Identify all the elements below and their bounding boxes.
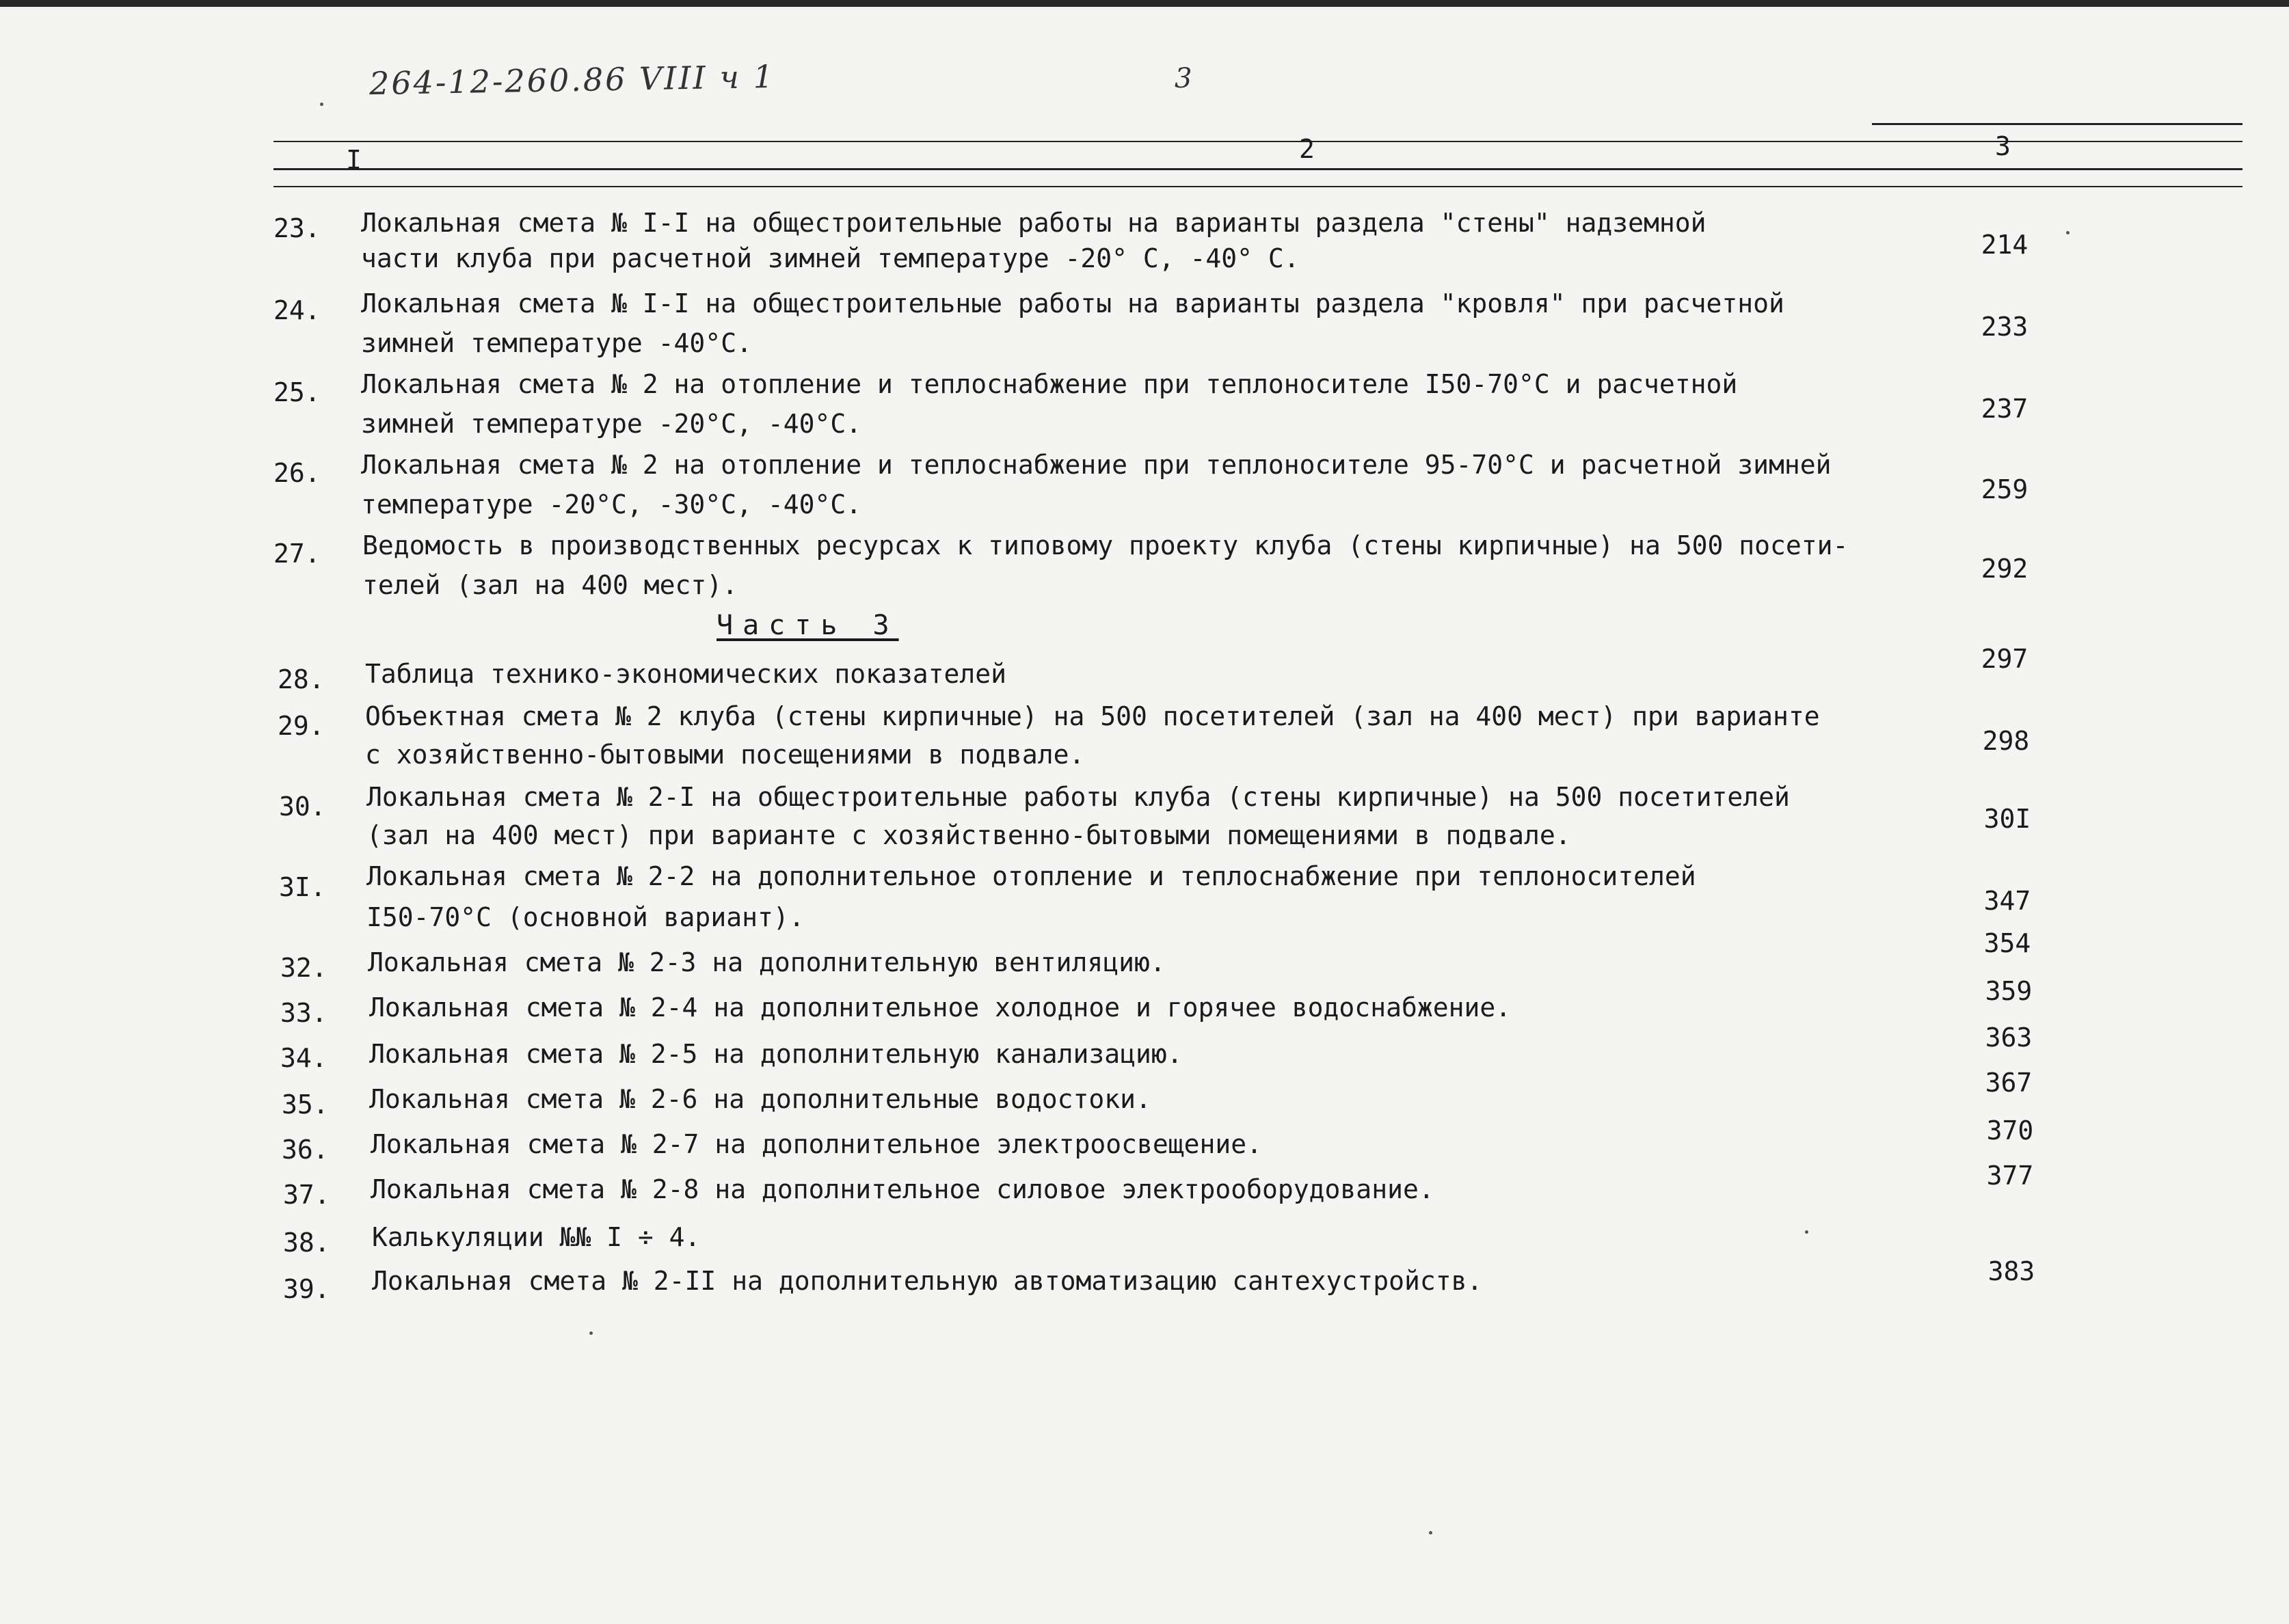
row-page: 259 <box>1981 474 2029 504</box>
table-header-rule-top <box>273 141 2243 142</box>
row-title: Ведомость в производственных ресурсах к типовому проекту клуба (стены кирпичные) на 500 посети- <box>362 530 1849 560</box>
table-top-rule <box>1872 123 2243 125</box>
row-page: 359 <box>1985 976 2033 1006</box>
row-page: 354 <box>1983 928 2031 958</box>
row-number: 27. <box>273 539 321 569</box>
row-title-continuation: части клуба при расчетной зимней температуре -20° С, -40° С. <box>361 243 1300 273</box>
row-number: 29. <box>278 711 325 741</box>
row-page: 363 <box>1985 1023 2033 1053</box>
row-page: 237 <box>1981 394 2029 424</box>
row-page: 298 <box>1982 726 2030 756</box>
scan-speck <box>1429 1531 1432 1534</box>
row-title: Локальная смета № 2-2 на дополнительное отопление и теплоснабжение при теплоносителей <box>366 861 1696 891</box>
row-title: Калькуляции №№ I ÷ 4. <box>372 1222 701 1252</box>
row-number: 32. <box>280 953 327 983</box>
row-page: 30I <box>1983 804 2031 834</box>
row-number: 26. <box>273 458 321 488</box>
row-page: 367 <box>1985 1068 2033 1098</box>
row-page: 292 <box>1981 554 2029 584</box>
row-title-continuation: (зал на 400 мест) при варианте с хозяйственно-бытовыми помещениями в подвале. <box>366 820 1571 850</box>
column-header-3: 3 <box>1995 131 2011 161</box>
column-header-2: 2 <box>1299 134 1315 164</box>
row-number: 28. <box>278 664 325 694</box>
row-number: 25. <box>273 377 321 407</box>
table-header-rule-bottom <box>273 168 2243 170</box>
row-title-continuation: телей (зал на 400 мест). <box>362 570 738 600</box>
row-title: Локальная смета № 2-7 на дополнительное электроосвещение. <box>371 1129 1263 1159</box>
scan-speck <box>2066 231 2070 234</box>
row-number: 36. <box>282 1135 329 1165</box>
table-header-rule-lower <box>273 186 2243 187</box>
row-number: 35. <box>282 1090 329 1120</box>
row-number: 34. <box>280 1043 327 1073</box>
row-title: Локальная смета № 2-8 на дополнительное силовое электрооборудование. <box>371 1174 1434 1204</box>
row-number: 30. <box>279 791 326 822</box>
row-number: 38. <box>283 1228 330 1258</box>
row-page: 370 <box>1986 1115 2034 1146</box>
row-title: Локальная смета № 2-II на дополнительную автоматизацию сантехустройств. <box>372 1266 1483 1296</box>
row-title: Локальная смета № I-I на общестроительные работы на варианты раздела "кровля" при расчетной <box>361 288 1784 319</box>
row-title: Таблица технико-экономических показателей <box>365 659 1006 689</box>
row-title: Локальная смета № 2-5 на дополнительную канализацию. <box>369 1039 1183 1069</box>
row-title: Локальная смета № 2-4 на дополнительное холодное и горячее водоснабжение. <box>369 992 1512 1023</box>
row-page: 233 <box>1981 312 2029 342</box>
row-title-continuation: температуре -20°С, -30°С, -40°С. <box>361 489 862 519</box>
row-number: 3I. <box>279 872 326 902</box>
row-title: Локальная смета № 2-I на общестроительные работы клуба (стены кирпичные) на 500 посетителей <box>366 782 1790 812</box>
row-title-continuation: зимней температуре -20°С, -40°С. <box>361 409 862 439</box>
row-number: 23. <box>273 213 321 243</box>
row-title-continuation: I50-70°С (основной вариант). <box>366 902 805 932</box>
row-title-continuation: зимней температуре -40°С. <box>361 328 752 358</box>
scan-speck <box>320 103 323 106</box>
row-number: 24. <box>273 295 321 325</box>
scan-top-border <box>0 0 2289 7</box>
document-code-handwritten: 264-12-260.86 VIII ч 1 <box>369 57 776 103</box>
row-number: 39. <box>283 1274 330 1304</box>
page-number: 3 <box>1175 63 1192 94</box>
row-title: Локальная смета № 2 на отопление и теплоснабжение при теплоносителе 95-70°С и расчетной зимней <box>361 450 1832 480</box>
column-header-1: I <box>346 145 362 175</box>
row-title-continuation: с хозяйственно-бытовыми посещениями в подвале. <box>365 740 1085 770</box>
row-title: Объектная смета № 2 клуба (стены кирпичные) на 500 посетителей (зал на 400 мест) при варианте <box>365 701 1820 731</box>
row-title: Локальная смета № 2-6 на дополнительные водостоки. <box>369 1084 1151 1114</box>
row-page: 297 <box>1981 644 2029 674</box>
scan-speck <box>1805 1230 1808 1234</box>
row-number: 33. <box>280 998 327 1028</box>
row-title: Локальная смета № 2-3 на дополнительную вентиляцию. <box>368 947 1166 977</box>
row-title: Локальная смета № I-I на общестроительные работы на варианты раздела "стены" надземной <box>361 208 1706 238</box>
section-title: Часть 3 <box>717 610 899 641</box>
row-page: 383 <box>1987 1256 2035 1286</box>
row-title: Локальная смета № 2 на отопление и теплоснабжение при теплоносителе I50-70°С и расчетной <box>361 369 1738 399</box>
row-page: 214 <box>1981 230 2029 260</box>
row-number: 37. <box>283 1180 330 1210</box>
row-page: 347 <box>1983 886 2031 916</box>
scan-speck <box>589 1331 593 1335</box>
row-page: 377 <box>1986 1161 2034 1191</box>
